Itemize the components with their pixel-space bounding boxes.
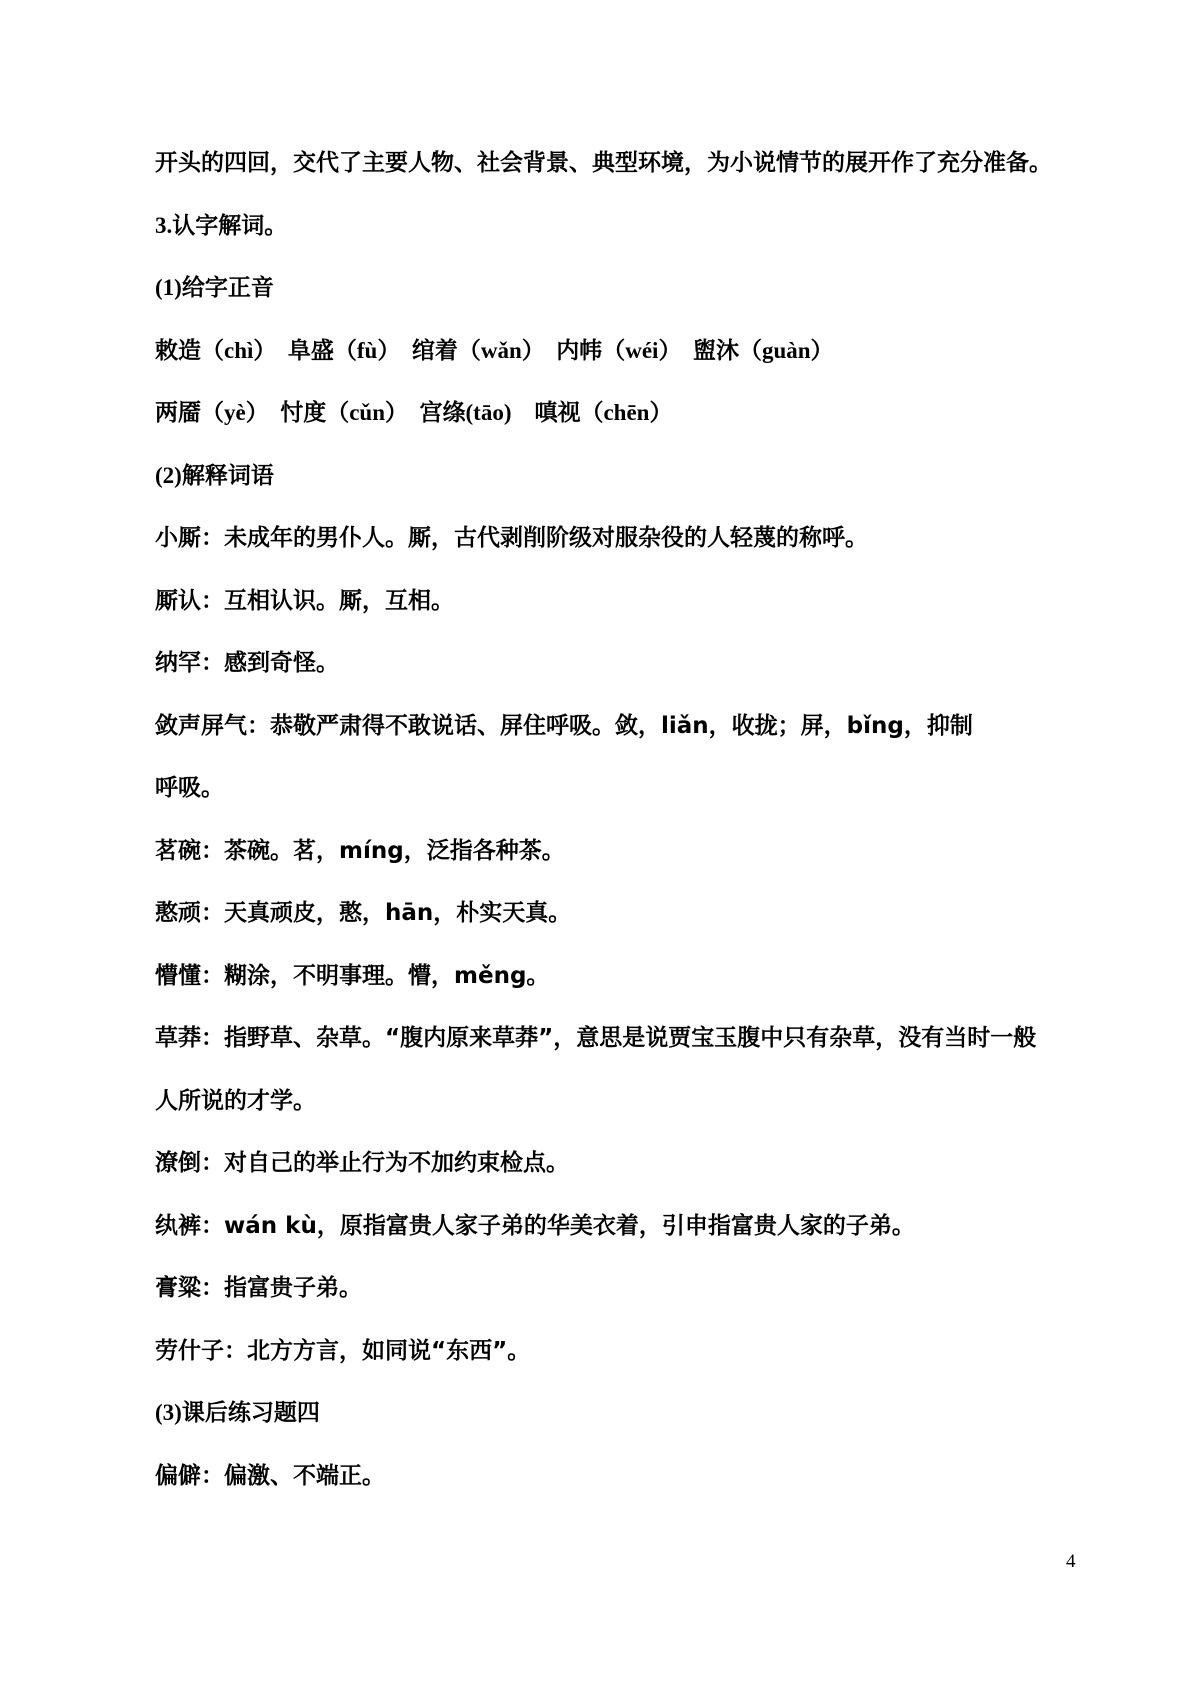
definition-line: 草莽：指野草、杂草。“腹内原来草莽”，意思是说贾宝玉腹中只有杂草，没有当时一般 [155,1025,1037,1051]
definition-line: 茗碗：茶碗。茗，míng，泛指各种茶。 [155,837,565,864]
pinyin-line: 两靥（yè） 忖度（cǔn） 宫绦(tāo) 嗔视（chēn） [155,400,673,425]
definition-line: 纨裤：wán kù，原指富贵人家子弟的华美衣着，引申指富贵人家的子弟。 [155,1212,915,1239]
definition-line: 憨顽：天真顽皮，憨，hān，朴实天真。 [155,900,572,926]
section-heading: 3.认字解词。 [155,212,288,238]
definition-line: 纳罕：感到奇怪。 [155,650,339,676]
definition-line: 懵懂：糊涂，不明事理。懵，měng。 [155,962,550,989]
definition-line: 潦倒：对自己的举止行为不加约束检点。 [155,1150,569,1176]
definition-line: 人所说的才学。 [155,1087,316,1114]
subsection-heading: (2)解释词语 [155,462,274,488]
definition-line: 小厮：未成年的男仆人。厮，古代剥削阶级对服杂役的人轻蔑的称呼。 [155,525,868,551]
page-number: 4 [1066,1551,1076,1572]
definition-line: 劳什子：北方方言，如同说“东西”。 [155,1337,531,1364]
page-body [155,137,1085,1512]
pinyin-line: 敕造（chì） 阜盛（fù） 绾着（wǎn） 内帏（wéi） 盥沐（guàn） [155,337,834,363]
subsection-heading: (3)课后练习题四 [155,1400,320,1425]
text-line: 开头的四回，交代了主要人物、社会背景、典型环境，为小说情节的展开作了充分准备。 [155,150,1052,176]
subsection-heading: (1)给字正音 [155,275,274,300]
definition-line: 呼吸。 [155,775,224,801]
definition-line: 敛声屏气：恭敬严肃得不敢说话、屏住呼吸。敛，liǎn，收拢；屏，bǐng，抑制 [155,712,973,739]
definition-line: 厮认：互相认识。厮，互相。 [155,587,454,614]
definition-line: 偏僻：偏激、不端正。 [155,1462,385,1489]
definition-line: 膏粱：指富贵子弟。 [155,1275,362,1301]
